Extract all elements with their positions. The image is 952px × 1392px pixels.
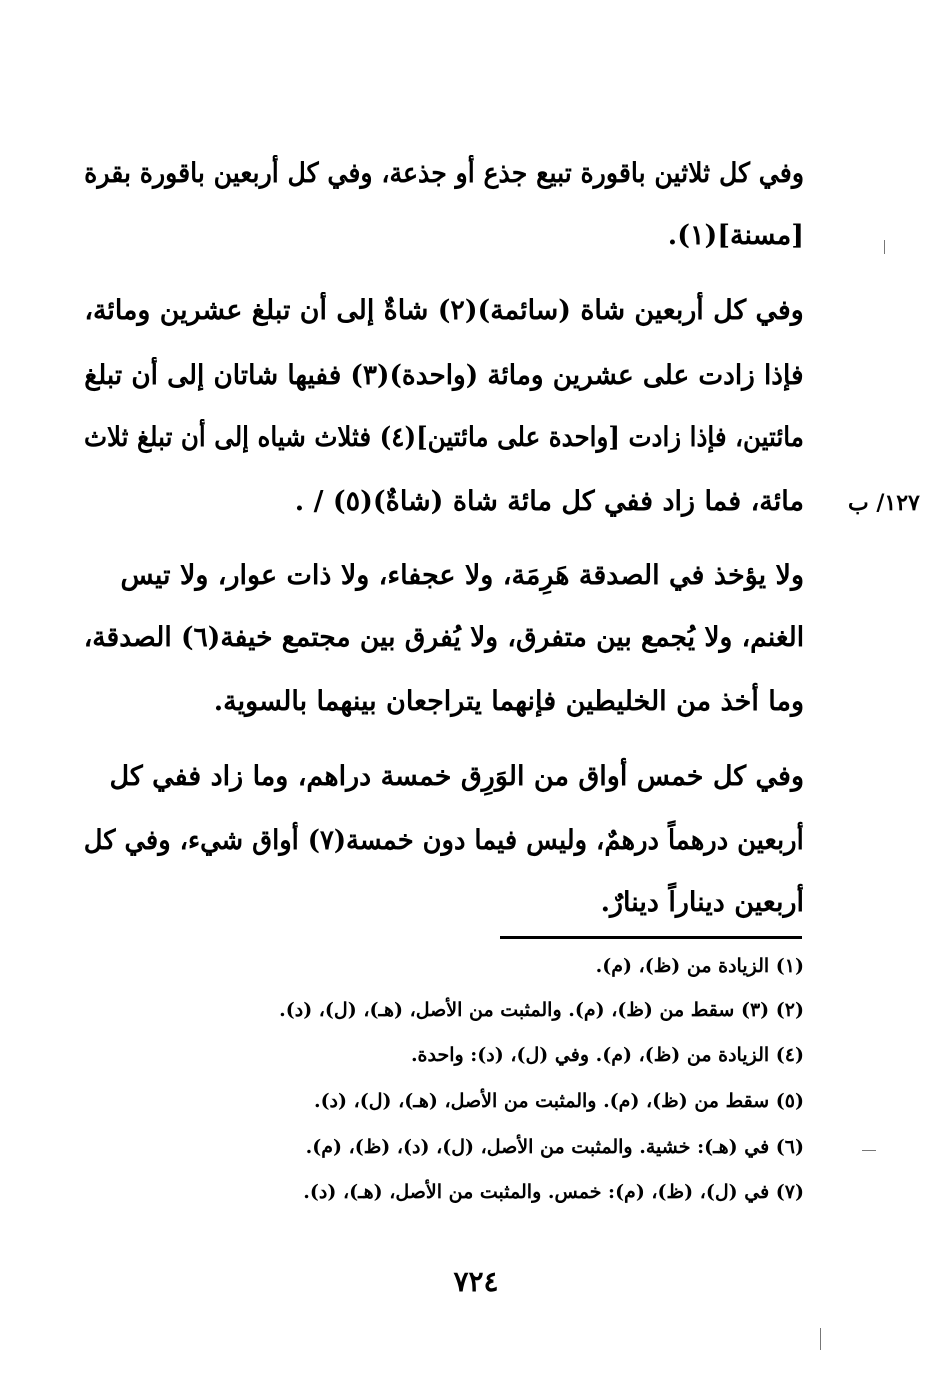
footnote-1: (١) الزيادة من (ظ)، (م).	[595, 955, 804, 977]
body-line-3: وفي كل أربعين شاة (سائمة)(٢) شاةٌ إلى أن تبلغ عشرين ومائة،	[84, 295, 804, 326]
body-line-10: وفي كل خمس أواق من الوَرِق خمسة دراهم، وما زاد ففي كل	[109, 761, 804, 792]
footnote-3: (٤) الزيادة من (ظ)، (م). وفي (ل)، (د): واحدة.	[410, 1044, 804, 1066]
body-line-6: مائة، فما زاد ففي كل مائة شاة (شاةٌ)(٥) / .	[294, 486, 804, 517]
body-line-5: مائتين، فإذا زادت [واحدة على مائتين](٤) فثلاث شياه إلى أن تبلغ ثلاث	[84, 422, 804, 453]
footnote-5: (٦) في (هـ): خشية. والمثبت من الأصل، (ل)، (د)، (ظ)، (م).	[305, 1136, 804, 1158]
scan-mark-side	[862, 1150, 876, 1151]
scan-mark-bottom	[820, 1328, 821, 1350]
footnote-4: (٥) سقط من (ظ)، (م). والمثبت من الأصل، (هـ)، (ل)، (د).	[313, 1090, 804, 1112]
manuscript-folio-note: ١٢٧/ ب	[848, 490, 920, 516]
footnote-6: (٧) في (ل)، (ظ)، (م): خمس. والمثبت من الأصل، (هـ)، (د).	[303, 1181, 804, 1203]
body-line-12: أربعين ديناراً دينارٌ.	[600, 887, 804, 918]
body-line-11: أربعين درهماً درهمٌ، وليس فيما دون خمسة(٧) أواق شيء، وفي كل	[83, 825, 804, 856]
body-line-7: ولا يؤخذ في الصدقة هَرِمَة، ولا عجفاء، ولا ذات عوار، ولا تيس	[120, 560, 804, 591]
page-number: ٧٢٤	[453, 1265, 499, 1298]
body-line-9: وما أخذ من الخليطين فإنهما يتراجعان بينهما بالسوية.	[213, 686, 804, 717]
body-line-2: [مسنة](١).	[667, 220, 804, 251]
body-line-1: وفي كل ثلاثين باقورة تبيع جذع أو جذعة، وفي كل أربعين باقورة بقرة	[84, 158, 804, 189]
body-line-4: فإذا زادت على عشرين ومائة (واحدة)(٣) ففيها شاتان إلى أن تبلغ	[84, 360, 804, 391]
scan-mark-top	[884, 240, 885, 254]
body-line-8: الغنم، ولا يُجمع بين متفرق، ولا يُفرق بين مجتمع خيفة(٦) الصدقة،	[83, 622, 805, 653]
footnote-separator	[500, 936, 802, 939]
footnote-2: (٢) (٣) سقط من (ظ)، (م). والمثبت من الأصل، (هـ)، (ل)، (د).	[279, 999, 804, 1021]
